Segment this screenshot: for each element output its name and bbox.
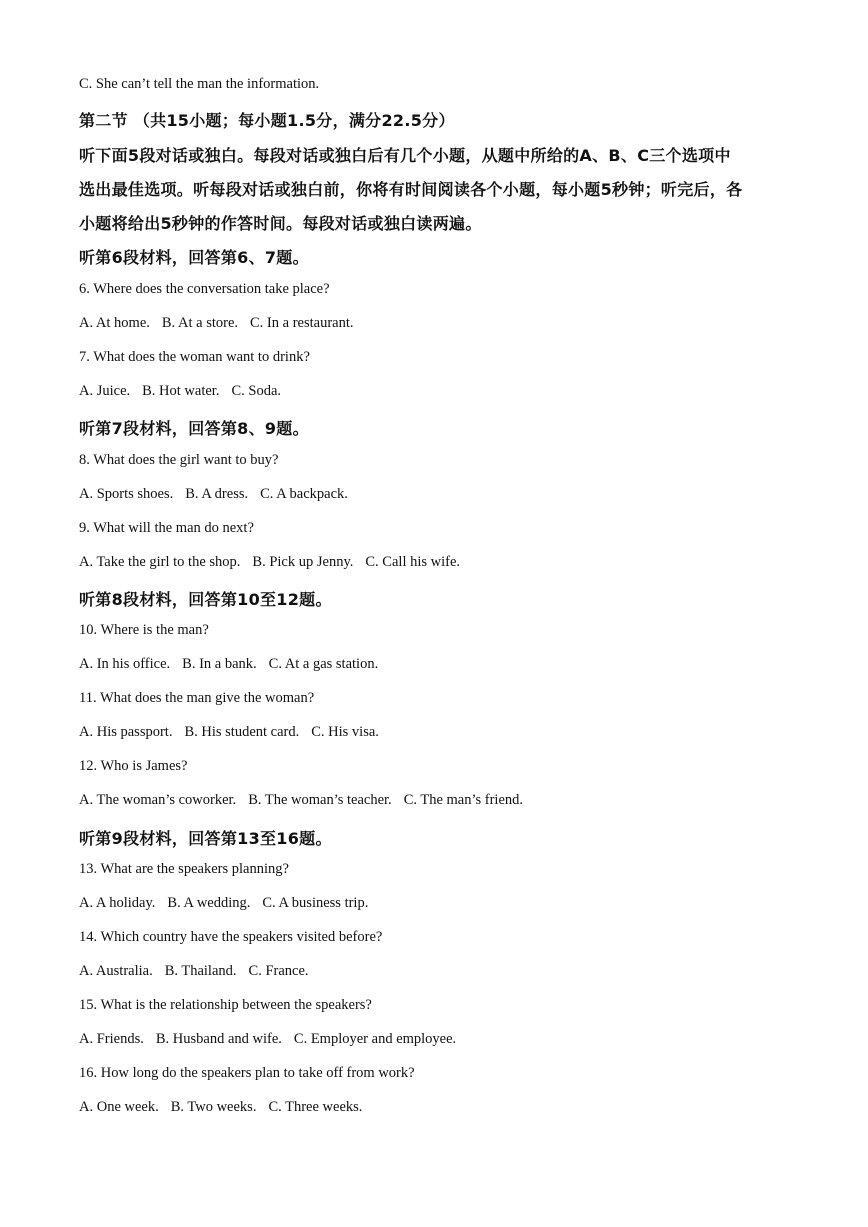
option-b: B. Thailand.	[164, 963, 237, 979]
option-c: C. Employer and employee.	[293, 1031, 457, 1047]
question-options	[79, 315, 366, 332]
option-b: B. Two weeks.	[170, 1099, 257, 1115]
instructions-line-3: 小题将给出5秒钟的作答时间。每段对话或独白读两遍。	[79, 214, 482, 233]
option-a: A. The woman’s coworker.	[79, 792, 237, 808]
question-text: 11. What does the man give the woman?	[79, 690, 315, 706]
option-c: C. In a restaurant.	[250, 315, 354, 331]
option-a: A. His passport.	[79, 724, 173, 740]
question-text: 7. What does the woman want to drink?	[79, 349, 310, 365]
section-heading: 第二节 （共15小题；每小题1.5分，满分22.5分）	[79, 111, 455, 130]
option-b: B. The woman’s teacher.	[248, 792, 392, 808]
option-b: B. A wedding.	[167, 895, 251, 911]
option-b: B. Husband and wife.	[155, 1031, 282, 1047]
group-heading: 听第7段材料，回答第8、9题。	[79, 419, 309, 438]
option-c: C. The man’s friend.	[403, 792, 524, 808]
question-text: 16. How long do the speakers plan to take off from work?	[79, 1065, 415, 1081]
question-options	[79, 554, 472, 571]
question-text: 14. Which country have the speakers visited before?	[79, 929, 383, 945]
question-text: 12. Who is James?	[79, 758, 188, 774]
option-c: C. Soda.	[231, 383, 282, 399]
option-c: C. Call his wife.	[365, 554, 461, 570]
option-a: A. In his office.	[79, 656, 171, 672]
instructions-line-2: 选出最佳选项。听每段对话或独白前，你将有时间阅读各个小题，每小题5秒钟；听完后，各	[79, 180, 743, 199]
option-c: C. A business trip.	[262, 895, 369, 911]
group-heading: 听第6段材料，回答第6、7题。	[79, 248, 309, 267]
option-c: C. A backpack.	[260, 486, 348, 502]
question-text: 10. Where is the man?	[79, 622, 209, 638]
question-options	[79, 1099, 374, 1116]
option-a: A. Australia.	[79, 963, 153, 979]
option-a: A. At home.	[79, 315, 150, 331]
option-c: C. Three weeks.	[268, 1099, 363, 1115]
question-options	[79, 1031, 468, 1048]
question-options	[79, 656, 390, 673]
question-text: 6. Where does the conversation take place?	[79, 281, 330, 297]
group-heading: 听第9段材料，回答第13至16题。	[79, 829, 332, 848]
option-a: A. Friends.	[79, 1031, 144, 1047]
option-b: B. Pick up Jenny.	[252, 554, 354, 570]
option-a: A. Take the girl to the shop.	[79, 554, 241, 570]
option-c: C. At a gas station.	[268, 656, 379, 672]
option-a: A. One week.	[79, 1099, 159, 1115]
question-options	[79, 724, 391, 741]
option-b: B. At a store.	[161, 315, 239, 331]
question-options	[79, 486, 360, 503]
question-options	[79, 963, 321, 980]
question-options	[79, 792, 535, 809]
question-text: 8. What does the girl want to buy?	[79, 452, 279, 468]
option-b: B. Hot water.	[142, 383, 220, 399]
question-options	[79, 383, 293, 400]
option-b: B. In a bank.	[182, 656, 257, 672]
question-options	[79, 895, 380, 912]
question-text: 15. What is the relationship between the speakers?	[79, 997, 372, 1013]
question-text: 13. What are the speakers planning?	[79, 861, 289, 877]
instructions-line-1: 听下面5段对话或独白。每段对话或独白后有几个小题，从题中所给的A、B、C三个选项中	[79, 146, 731, 165]
group-heading: 听第8段材料，回答第10至12题。	[79, 590, 332, 609]
option-a: A. Juice.	[79, 383, 131, 399]
option-a: A. A holiday.	[79, 895, 156, 911]
previous-option-line: C. She can’t tell the man the information.	[79, 76, 320, 92]
option-b: B. A dress.	[185, 486, 249, 502]
question-text: 9. What will the man do next?	[79, 520, 254, 536]
option-a: A. Sports shoes.	[79, 486, 174, 502]
option-c: C. His visa.	[311, 724, 379, 740]
option-c: C. France.	[248, 963, 309, 979]
option-b: B. His student card.	[184, 724, 300, 740]
